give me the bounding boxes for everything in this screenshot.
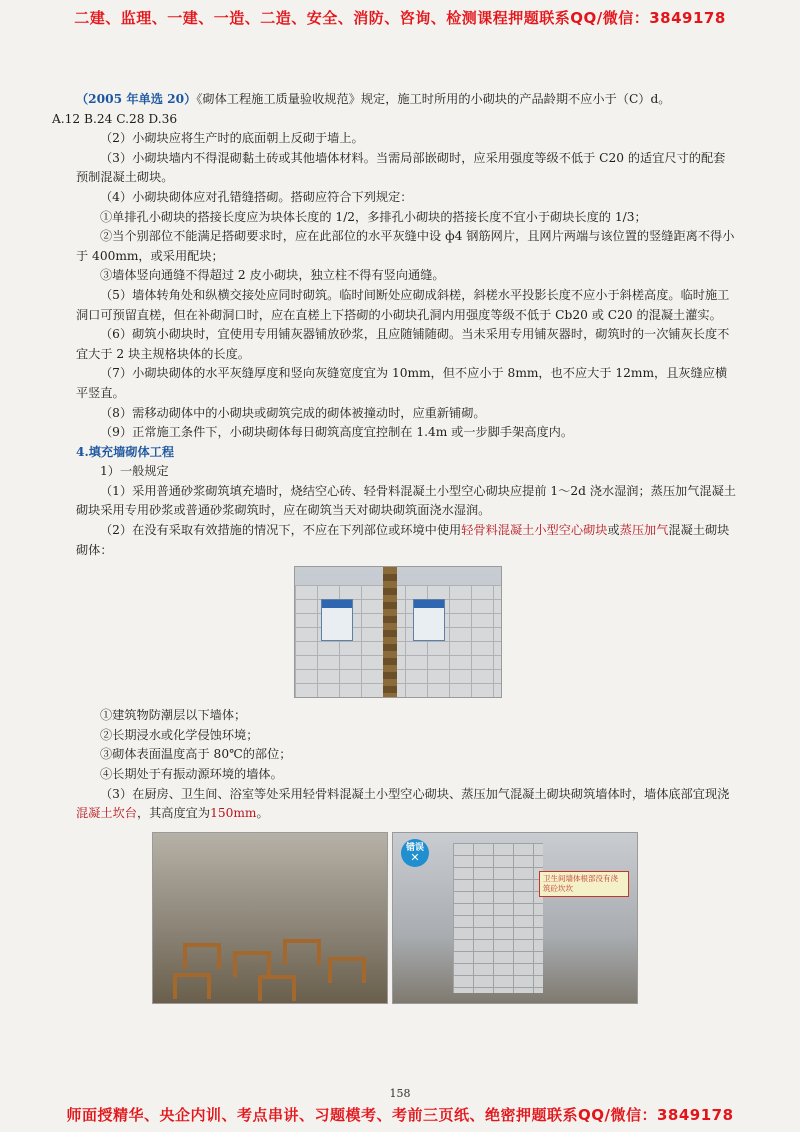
error-badge-icon: 错误 ✕ [401, 839, 429, 867]
rule-2-text-c: 混凝土砌块砌体： [76, 523, 730, 557]
paragraph-4-3: ③墙体竖向通缝不得超过 2 皮小砌块，独立柱不得有竖向通缝。 [100, 268, 445, 283]
question-options: A.12 B.24 C.28 D.36 [52, 111, 178, 126]
page-body [52, 90, 736, 1004]
formwork-frame [173, 973, 211, 999]
block-wall-photo [294, 566, 502, 698]
paragraph-7: （7）小砌块砌体的水平灰缝厚度和竖向灰缝宽度宜为 10mm，但不应小于 8mm，也不应大于 12mm，且灰缝应横平竖直。 [76, 366, 728, 400]
paragraph-5: （5）墙体转角处和纵横交接处应同时砌筑。临时间断处应砌成斜槎，斜槎水平投影长度不应小于斜槎高度。临时施工洞口可预留直槎，但在补砌洞口时，应在直槎上下搭砌的小砌块孔洞内用强度等级不低于 Cb20 或 C20 的混凝土灌实。 [76, 287, 730, 322]
paragraph-9: （9）正常施工条件下，小砌块砌体每日砌筑高度宜控制在 1.4m 或一步脚手架高度内。 [100, 425, 574, 440]
curb-formwork-photo [152, 832, 388, 1004]
rule-3-text-b: ，其高度宜为 [136, 806, 211, 821]
photo-row [152, 832, 736, 1004]
formwork-frame [283, 939, 321, 965]
formwork-frame [233, 951, 271, 977]
list-item-4: ④长期处于有振动源环境的墙体。 [100, 767, 283, 782]
paragraph-2: （2）小砌块应将生产时的底面朝上反砌于墙上。 [100, 131, 364, 146]
photo-note: 卫生间墙体根部没有浇筑砼坎坎 [539, 871, 629, 897]
list-item-1: ①建筑物防潮层以下墙体； [100, 708, 247, 723]
rule-3 [76, 785, 736, 824]
page-number: 158 [389, 1087, 411, 1100]
paragraph-4: （4）小砌块砌体应对孔错缝搭砌。搭砌应符合下列规定： [100, 189, 413, 204]
top-banner: 二建、监理、一建、一造、二造、安全、消防、咨询、检测课程押题联系QQ/微信：3849178 [74, 9, 726, 27]
question-line [76, 90, 736, 110]
rule-2-highlight-b: 蒸压加气 [619, 523, 669, 538]
question-source: （2005 年单选 20） [76, 92, 197, 106]
paragraph-4-2: ②当个别部位不能满足搭砌要求时，应在此部位的水平灰缝中设 ф4 钢筋网片，且网片两端与该位置的竖缝距离不得小于 400mm，或采用配块； [76, 229, 735, 263]
rule-1: （1）采用普通砂浆砌筑填充墙时，烧结空心砖、轻骨料混凝土小型空心砌块应提前 1～2d 浇水湿润；蒸压加气混凝土砌块采用专用砂浆或普通砂浆砌筑时，应在砌筑当天对砌块砌筑面浇水湿润。 [76, 483, 736, 518]
paragraph-8: （8）需移动砌体中的小砌块或砌筑完成的砌体被撞动时，应重新铺砌。 [100, 405, 486, 420]
formwork-frame [183, 943, 221, 969]
site-poster-right [413, 599, 445, 641]
section-heading: 4.填充墙砌体工程 [76, 444, 175, 459]
rule-3-text-c: 。 [256, 806, 269, 821]
rule-2-text-b: 或 [607, 523, 620, 538]
rule-3-text-a: （3）在厨房、卫生间、浴室等处采用轻骨料混凝土小型空心砌块、蒸压加气混凝土砌块砌筑墙体时，墙体底部宜现浇 [100, 786, 730, 801]
list-item-3: ③砌体表面温度高于 80℃的部位； [100, 747, 292, 762]
bathroom-wall-error-photo [392, 832, 638, 1004]
paragraph-3: （3）小砌块墙内不得混砌黏土砖或其他墙体材料。当需局部嵌砌时，应采用强度等级不低于 C20 的适宜尺寸的配套预制混凝土砌块。 [76, 150, 726, 185]
subsection-heading: 1）一般规定 [100, 464, 169, 479]
paragraph-4-1: ①单排孔小砌块的搭接长度应为块体长度的 1/2，多排孔小砌块的搭接长度不宜小于砌块长度的 1/3； [100, 209, 647, 224]
list-item-2: ②长期浸水或化学侵蚀环境； [100, 727, 259, 742]
bottom-banner: 师面授精华、央企内训、考点串讲、习题模考、考前三页纸、绝密押题联系QQ/微信：3849178 [66, 1106, 734, 1124]
structural-column [383, 567, 397, 697]
rule-2 [76, 521, 736, 560]
rule-2-highlight-a: 轻骨料混凝土小型空心砌块 [461, 523, 608, 538]
bathroom-block-wall [453, 843, 543, 993]
rule-2-text-a: （2）在没有采取有效措施的情况下，不应在下列部位或环境中使用 [100, 523, 462, 538]
site-poster-left [321, 599, 353, 641]
formwork-frame [258, 975, 296, 1001]
error-badge-label: 错误 [405, 842, 424, 853]
rule-3-highlight-a: 混凝土坎台 [76, 806, 137, 821]
rule-3-highlight-b: 150mm [210, 806, 257, 821]
formwork-frame [328, 957, 366, 983]
question-text: 《砌体工程施工质量验收规范》规定，施工时所用的小砌块的产品龄期不应小于（C）d。 [196, 92, 671, 106]
paragraph-6: （6）砌筑小砌块时，宜使用专用铺灰器铺放砂浆，且应随铺随砌。当未采用专用铺灰器时，砌筑时的一次铺灰长度不宜大于 2 块主规格块体的长度。 [76, 327, 730, 361]
